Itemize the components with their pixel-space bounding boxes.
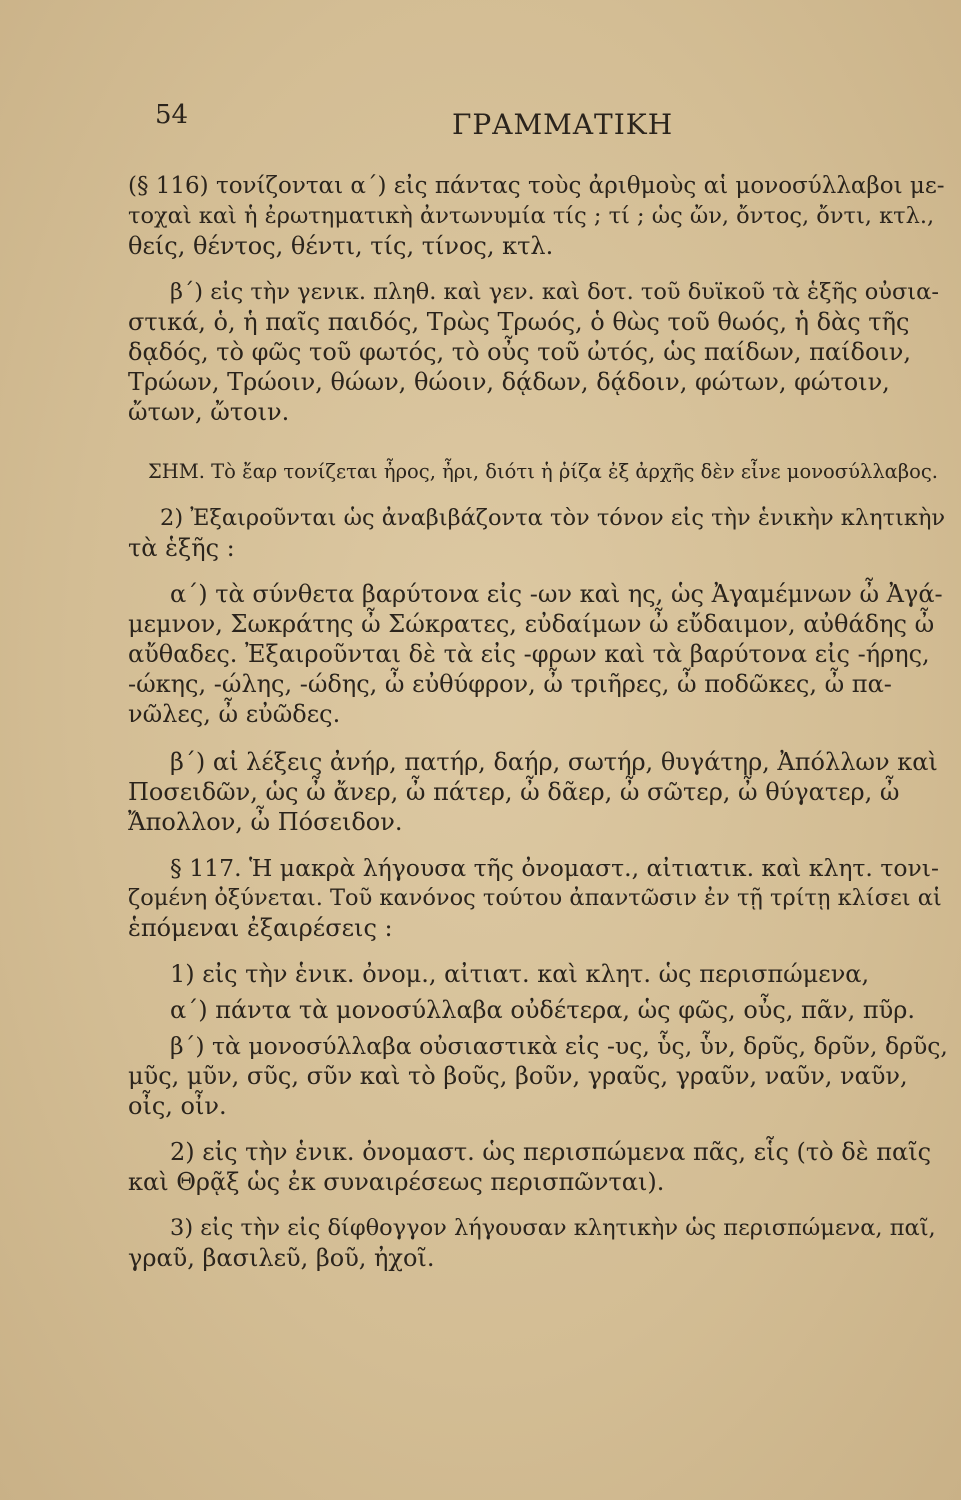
text-line: τὰ ἑξῆς : xyxy=(128,534,235,562)
text-line: μεμνον, Σωκράτης ὦ Σώκρατες, εὐδαίμων ὦ εὔδαιμον, αὐθάδης ὦ xyxy=(128,610,935,638)
text-line: ἑπόμεναι ἐξαιρέσεις : xyxy=(128,914,393,942)
text-line: ζομένη ὀξύνεται. Τοῦ κανόνος τούτου ἀπαντῶσιν ἐν τῇ τρίτῃ κλίσει αἱ xyxy=(128,885,942,911)
text-line: Ἄπολλον, ὦ Πόσειδον. xyxy=(128,808,403,836)
text-line: 3) εἰς τὴν εἰς δίφθογγον λήγουσαν κλητικὴν ὡς περισπώμενα, παῖ, xyxy=(170,1215,936,1241)
text-line: 2) Ἐξαιροῦνται ὡς ἀναβιβάζοντα τὸν τόνον εἰς τὴν ἑνικὴν κλητικὴν xyxy=(160,505,946,531)
text-line: 1) εἰς τὴν ἑνικ. ὀνομ., αἰτιατ. καὶ κλητ. ὡς περισπώμενα, xyxy=(170,960,870,988)
text-line: -ώκης, -ώλης, -ώδης, ὦ εὐθύφρον, ὦ τριῆρες, ὦ ποδῶκες, ὦ πα- xyxy=(128,670,892,698)
text-line: β΄) εἰς τὴν γενικ. πληθ. καὶ γεν. καὶ δοτ. τοῦ δυϊκοῦ τὰ ἑξῆς οὐσια- xyxy=(170,279,939,305)
text-line: θείς, θέντος, θέντι, τίς, τίνος, κτλ. xyxy=(128,232,554,260)
text-line: αὔθαδες. Ἐξαιροῦνται δὲ τὰ εἰς -φρων καὶ τὰ βαρύτονα εἰς -ήρης, xyxy=(128,640,930,668)
text-line: β΄) αἱ λέξεις ἀνήρ, πατήρ, δαήρ, σωτήρ, θυγάτηρ, Ἀπόλλων καὶ xyxy=(170,748,938,776)
text-line: ὤτων, ὤτοιν. xyxy=(128,398,290,426)
text-line: α΄) τὰ σύνθετα βαρύτονα εἰς -ων καὶ ης, ὡς Ἀγαμέμνων ὦ Ἀγά- xyxy=(170,580,943,608)
text-line: α΄) πάντα τὰ μονοσύλλαβα οὐδέτερα, ὡς φῶς, οὖς, πᾶν, πῦρ. xyxy=(170,996,915,1024)
text-line: στικά, ὁ, ἡ παῖς παιδός, Τρὼς Τρωός, ὁ θὼς τοῦ θωός, ἡ δὰς τῆς xyxy=(128,308,910,336)
text-line: Τρώων, Τρώοιν, θώων, θώοιν, δᾴδων, δᾴδοιν, φώτων, φώτοιν, xyxy=(128,368,890,396)
text-line: β΄) τὰ μονοσύλλαβα οὐσιαστικὰ εἰς -υς, ὗς, ὗν, δρῦς, δρῦν, δρῦς, xyxy=(170,1032,948,1060)
text-line: 2) εἰς τὴν ἑνικ. ὀνομαστ. ὡς περισπώμενα πᾶς, εἷς (τὸ δὲ παῖς xyxy=(170,1138,932,1166)
text-line: μῦς, μῦν, σῦς, σῦν καὶ τὸ βοῦς, βοῦν, γραῦς, γραῦν, ναῦν, ναῦν, xyxy=(128,1062,908,1090)
text-line: δᾳδός, τὸ φῶς τοῦ φωτός, τὸ οὖς τοῦ ὠτός, ὡς παίδων, παίδοιν, xyxy=(128,338,912,366)
text-line: (§ 116) τονίζονται α΄) εἰς πάντας τοὺς ἀριθμοὺς αἱ μονοσύλλαβοι με- xyxy=(128,173,945,199)
text-line: οἶς, οἶν. xyxy=(128,1092,227,1120)
text-line: § 117. Ἡ μακρὰ λήγουσα τῆς ὀνομαστ., αἰτιατικ. καὶ κλητ. τονι- xyxy=(170,854,939,882)
text-line: Ποσειδῶν, ὡς ὦ ἄνερ, ὦ πάτερ, ὦ δᾶερ, ὦ σῶτερ, ὦ θύγατερ, ὦ xyxy=(128,778,900,806)
running-head: ΓΡΑΜΜΑΤΙΚΗ xyxy=(452,108,674,141)
text-line: νῶλες, ὦ εὐῶδες. xyxy=(128,700,341,728)
text-line: καὶ Θρᾷξ ὡς ἐκ συναιρέσεως περισπῶνται). xyxy=(128,1168,665,1196)
page-number: 54 xyxy=(155,100,189,130)
text-line: τοχαὶ καὶ ἡ ἐρωτηματικὴ ἀντωνυμία τίς ; τί ; ὡς ὤν, ὄντος, ὄντι, κτλ., xyxy=(128,203,935,229)
text-line: γραῦ, βασιλεῦ, βοῦ, ἠχοῖ. xyxy=(128,1244,435,1272)
note-line: ΣΗΜ. Τὸ ἔαρ τονίζεται ἦρος, ἦρι, διότι ἡ ῥίζα ἐξ ἀρχῆς δὲν εἶνε μονοσύλλαβος. xyxy=(148,460,938,483)
